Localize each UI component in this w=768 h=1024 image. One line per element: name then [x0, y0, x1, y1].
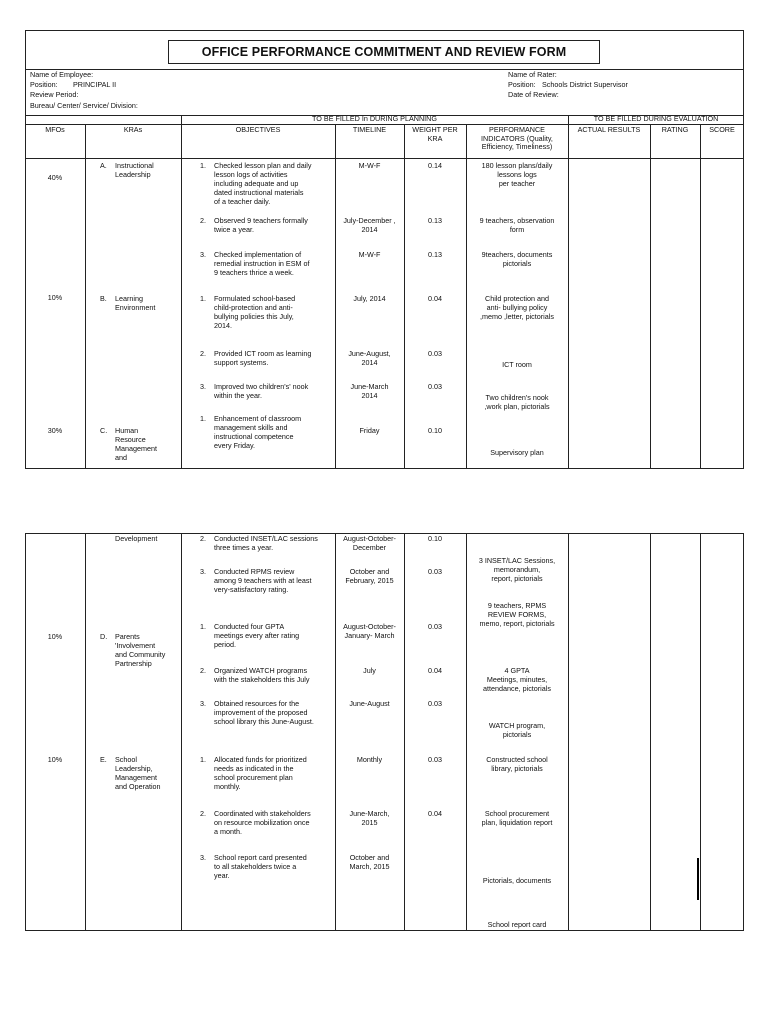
col-header-indicators: PERFORMANCE INDICATORS (Quality, Efficiency, Timeliness) — [481, 125, 553, 152]
indicator-cell: WATCH program, pictorials — [488, 721, 546, 739]
rater-name-label: Name of Rater: — [508, 70, 557, 79]
objective-text: Checked lesson plan and daily lesson logs of activities including adequate and up dated instructional materials of a teacher daily. — [214, 161, 312, 206]
objective-text: Coordinated with stakeholders on resource mobilization once a month. — [214, 809, 311, 836]
col-header-mfos: MFOs — [45, 125, 65, 134]
timeline-cell: October and March, 2015 — [349, 853, 390, 871]
mfo-weight: 40% — [47, 173, 63, 182]
evaluation-header: TO BE FILLED DURING EVALUATION — [593, 114, 719, 123]
timeline-cell: August-October- December — [343, 534, 396, 552]
form-title: OFFICE PERFORMANCE COMMITMENT AND REVIEW FORM — [201, 45, 567, 59]
timeline-cell: June-August — [349, 699, 390, 708]
objective-number: 3. — [200, 699, 206, 708]
objective-text: Conducted RPMS review among 9 teachers with at least very-satisfactory rating. — [214, 567, 312, 594]
mfo-weight: 10% — [47, 755, 63, 764]
timeline-cell: June-August, 2014 — [348, 349, 391, 367]
position-label: Position: — [30, 80, 58, 89]
objective-text: Obtained resources for the improvement of the proposed school library this June-August. — [214, 699, 314, 726]
objective-text: Checked implementation of remedial instruction in ESM of 9 teachers thrice a week. — [214, 250, 310, 277]
indicator-cell: School procurement plan, liquidation report — [481, 809, 553, 827]
objective-number: 1. — [200, 622, 206, 631]
col-divider — [650, 533, 651, 931]
kra-label: Development — [115, 534, 158, 543]
col-header-objectives: OBJECTIVES — [235, 125, 281, 134]
timeline-cell: June-March 2014 — [350, 382, 389, 400]
kra-label: School Leadership, Management and Operation — [115, 755, 161, 791]
objective-number: 2. — [200, 809, 206, 818]
objective-number: 1. — [200, 161, 206, 170]
weight-cell: 0.03 — [428, 382, 442, 391]
col-divider — [568, 533, 569, 931]
objective-text: School report card presented to all stakeholders twice a year. — [214, 853, 307, 880]
weight-cell: 0.13 — [428, 250, 442, 259]
weight-cell: 0.03 — [428, 349, 442, 358]
timeline-cell: July, 2014 — [353, 294, 386, 303]
timeline-cell: August-October- January- March — [343, 622, 396, 640]
col-divider — [85, 124, 86, 469]
col-header-weight: WEIGHT PER KRA — [412, 125, 458, 143]
indicator-cell: 4 GPTA Meetings, minutes, attendance, pictorials — [483, 666, 551, 693]
col-divider — [85, 533, 86, 931]
kra-letter: E. — [100, 755, 107, 764]
weight-cell: 0.10 — [428, 426, 442, 435]
objective-number: 3. — [200, 250, 206, 259]
objective-text: Formulated school-based child-protection and anti- bullying policies this July, 2014. — [214, 294, 296, 330]
kra-letter: D. — [100, 632, 108, 641]
objective-number: 2. — [200, 666, 206, 675]
timeline-cell: October and February, 2015 — [345, 567, 394, 585]
rater-position-value: Schools District Supervisor — [542, 80, 628, 89]
weight-cell: 0.13 — [428, 216, 442, 225]
timeline-cell: Monthly — [356, 755, 383, 764]
indicator-cell: Pictorials, documents — [482, 876, 552, 885]
objective-number: 3. — [200, 567, 206, 576]
form-title-box — [168, 40, 600, 64]
col-header-kras: KRAs — [123, 125, 143, 134]
indicator-cell: School report card — [487, 920, 547, 929]
objective-number: 2. — [200, 349, 206, 358]
indicator-cell: Constructed school library, pictorials — [486, 755, 548, 773]
timeline-cell: M-W-F — [358, 250, 381, 259]
col-divider — [181, 115, 182, 469]
col-divider — [700, 124, 701, 469]
employee-name-label: Name of Employee: — [30, 70, 94, 79]
kra-label: Human Resource Management and — [115, 426, 157, 462]
mfo-weight: 10% — [47, 293, 63, 302]
objective-number: 1. — [200, 755, 206, 764]
col-header-timeline: TIMELINE — [352, 125, 387, 134]
indicator-cell: 9teachers, documents pictorials — [481, 250, 553, 268]
col-divider — [181, 533, 182, 931]
objective-text: Allocated funds for prioritized needs as indicated in the school procurement plan monthly. — [214, 755, 307, 791]
weight-cell: 0.04 — [428, 809, 442, 818]
position-value: PRINCIPAL II — [73, 80, 117, 89]
weight-cell: 0.03 — [428, 755, 442, 764]
bureau-label: Bureau/ Center/ Service/ Division: — [30, 101, 138, 110]
objective-number: 1. — [200, 414, 206, 423]
objective-number: 2. — [200, 534, 206, 543]
weight-cell: 0.03 — [428, 567, 442, 576]
indicator-cell: Child protection and anti- bullying policy ,memo ,letter, pictorials — [480, 294, 554, 321]
col-divider — [335, 533, 336, 931]
objective-text: Enhancement of classroom management skills and instructional competence every Friday. — [214, 414, 302, 450]
timeline-cell: Friday — [359, 426, 380, 435]
planning-header: TO BE FILLED In DURING PLANNING — [312, 114, 437, 123]
page-2-frame — [25, 533, 744, 931]
indicator-cell: ICT room — [502, 360, 532, 369]
objective-number: 3. — [200, 382, 206, 391]
timeline-cell: June-March, 2015 — [349, 809, 390, 827]
mfo-weight: 10% — [47, 632, 63, 641]
kra-letter: B. — [100, 294, 107, 303]
col-divider — [404, 533, 405, 931]
kra-letter: A. — [100, 161, 107, 170]
rater-position-label: Position: — [508, 80, 536, 89]
kra-label: Parents 'Involvement and Community Partnership — [115, 632, 166, 668]
indicator-cell: 9 teachers, RPMS REVIEW FORMS, memo, report, pictorials — [479, 601, 555, 628]
col-divider — [700, 533, 701, 931]
date-of-review-label: Date of Review: — [508, 90, 559, 99]
objective-text: Organized WATCH programs with the stakeholders this July — [214, 666, 310, 684]
weight-cell: 0.03 — [428, 622, 442, 631]
col-divider — [650, 124, 651, 469]
timeline-cell: July-December , 2014 — [343, 216, 396, 234]
indicator-cell: 3 INSET/LAC Sessions, memorandum, report, pictorials — [478, 556, 556, 583]
weight-cell: 0.04 — [428, 294, 442, 303]
objective-text: Provided ICT room as learning support systems. — [214, 349, 312, 367]
objective-number: 2. — [200, 216, 206, 225]
objective-text: Observed 9 teachers formally twice a year. — [214, 216, 308, 234]
indicator-cell: Supervisory plan — [490, 448, 544, 457]
indicator-cell: Two children's nook ,work plan, pictorials — [484, 393, 550, 411]
objective-text: Improved two children's' nook within the year. — [214, 382, 309, 400]
indicator-cell: 9 teachers, observation form — [479, 216, 555, 234]
weight-cell: 0.03 — [428, 699, 442, 708]
review-period-label: Review Period: — [30, 90, 79, 99]
objective-text: Conducted INSET/LAC sessions three times a year. — [214, 534, 318, 552]
col-header-score: SCORE — [709, 125, 735, 134]
weight-cell: 0.14 — [428, 161, 442, 170]
col-divider — [568, 115, 569, 469]
col-header-rating: RATING — [661, 125, 689, 134]
kra-label: Instructional Leadership — [115, 161, 154, 179]
mfo-weight: 30% — [47, 426, 63, 435]
info-top-rule — [25, 69, 744, 70]
kra-letter: C. — [100, 426, 108, 435]
weight-cell: 0.10 — [428, 534, 442, 543]
timeline-cell: M-W-F — [358, 161, 381, 170]
kra-label: Learning Environment — [115, 294, 156, 312]
indicator-cell: 180 lesson plans/daily lessons logs per teacher — [481, 161, 553, 188]
col-header-actual-results: ACTUAL RESULTS — [577, 125, 641, 134]
timeline-cell: July — [363, 666, 376, 675]
weight-cell: 0.04 — [428, 666, 442, 675]
objective-number: 1. — [200, 294, 206, 303]
objective-text: Conducted four GPTA meetings every after rating period. — [214, 622, 300, 649]
scan-mark — [697, 858, 699, 900]
column-header-rule-bottom — [25, 158, 744, 159]
objective-number: 3. — [200, 853, 206, 862]
